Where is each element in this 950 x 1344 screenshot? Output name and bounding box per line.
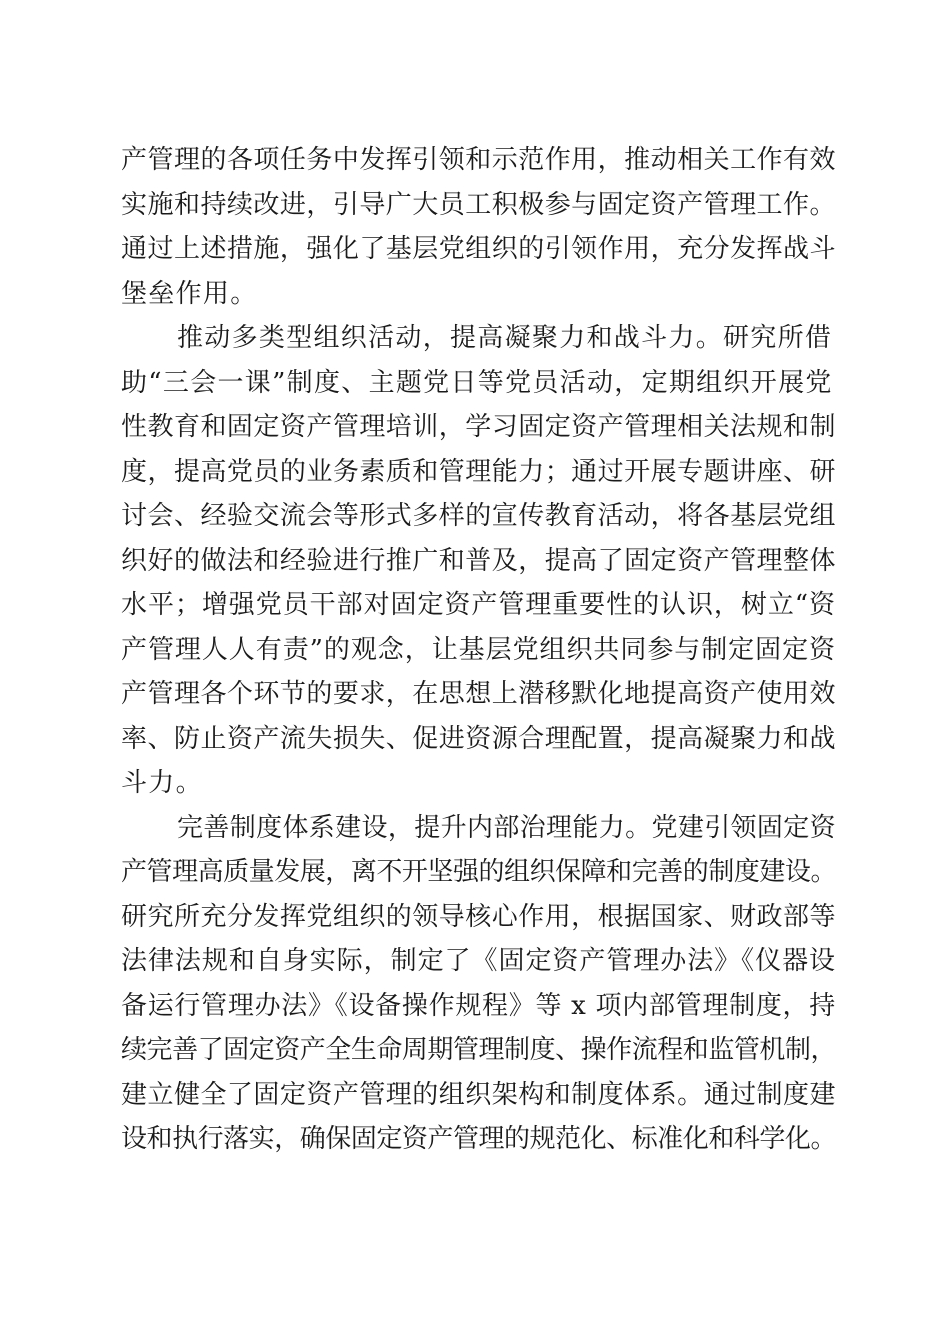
text-line: 产管理各个环节的要求，在思想上潜移默化地提高资产使用效 (121, 679, 836, 709)
text-line: 备运行管理办法》《设备操作规程》等 x 项内部管理制度，持 (121, 990, 836, 1021)
text-line: 堡垒作用。 (121, 278, 258, 309)
paragraph-start-line: 完善制度体系建设，提升内部治理能力。党建引领固定资 (177, 812, 836, 843)
text-line: 研究所充分发挥党组织的领导核心作用，根据国家、财政部等 (121, 901, 836, 932)
text-line: 性教育和固定资产管理培训，学习固定资产管理相关法规和制 (121, 412, 836, 442)
text-line: 助“三会一课”制度、主题党日等党员活动，定期组织开展党 (121, 367, 833, 398)
text-line: 水平；增强党员干部对固定资产管理重要性的认识，树立“资 (121, 590, 836, 620)
paragraph-start-line: 推动多类型组织活动，提高凝聚力和战斗力。研究所借 (177, 323, 833, 353)
body-text (121, 138, 836, 1162)
text-line: 建立健全了固定资产管理的组织架构和制度体系。通过制度建 (121, 1079, 836, 1110)
text-line: 斗力。 (121, 768, 203, 798)
text-line: 度，提高党员的业务素质和管理能力；通过开展专题讲座、研 (121, 456, 836, 487)
text-line: 设和执行落实，确保固定资产管理的规范化、标准化和科学化。 (121, 1124, 836, 1154)
text-line: 产管理人人有责”的观念，让基层党组织共同参与制定固定资 (121, 634, 836, 665)
text-line: 实施和持续改进，引导广大员工积极参与固定资产管理工作。 (121, 189, 836, 220)
text-line: 织好的做法和经验进行推广和普及，提高了固定资产管理整体 (121, 545, 836, 576)
text-line: 产管理的各项任务中发挥引领和示范作用，推动相关工作有效 (121, 145, 836, 175)
text-line: 产管理高质量发展，离不开坚强的组织保障和完善的制度建设。 (121, 857, 836, 887)
text-line: 法律法规和自身实际，制定了《固定资产管理办法》《仪器设 (121, 946, 836, 976)
text-line: 续完善了固定资产全生命周期管理制度、操作流程和监管机制， (121, 1035, 836, 1065)
text-line: 讨会、经验交流会等形式多样的宣传教育活动，将各基层党组 (121, 501, 836, 531)
text-line: 率、防止资产流失损失、促进资源合理配置，提高凝聚力和战 (121, 723, 836, 754)
text-line: 通过上述措施，强化了基层党组织的引领作用，充分发挥战斗 (121, 234, 836, 264)
